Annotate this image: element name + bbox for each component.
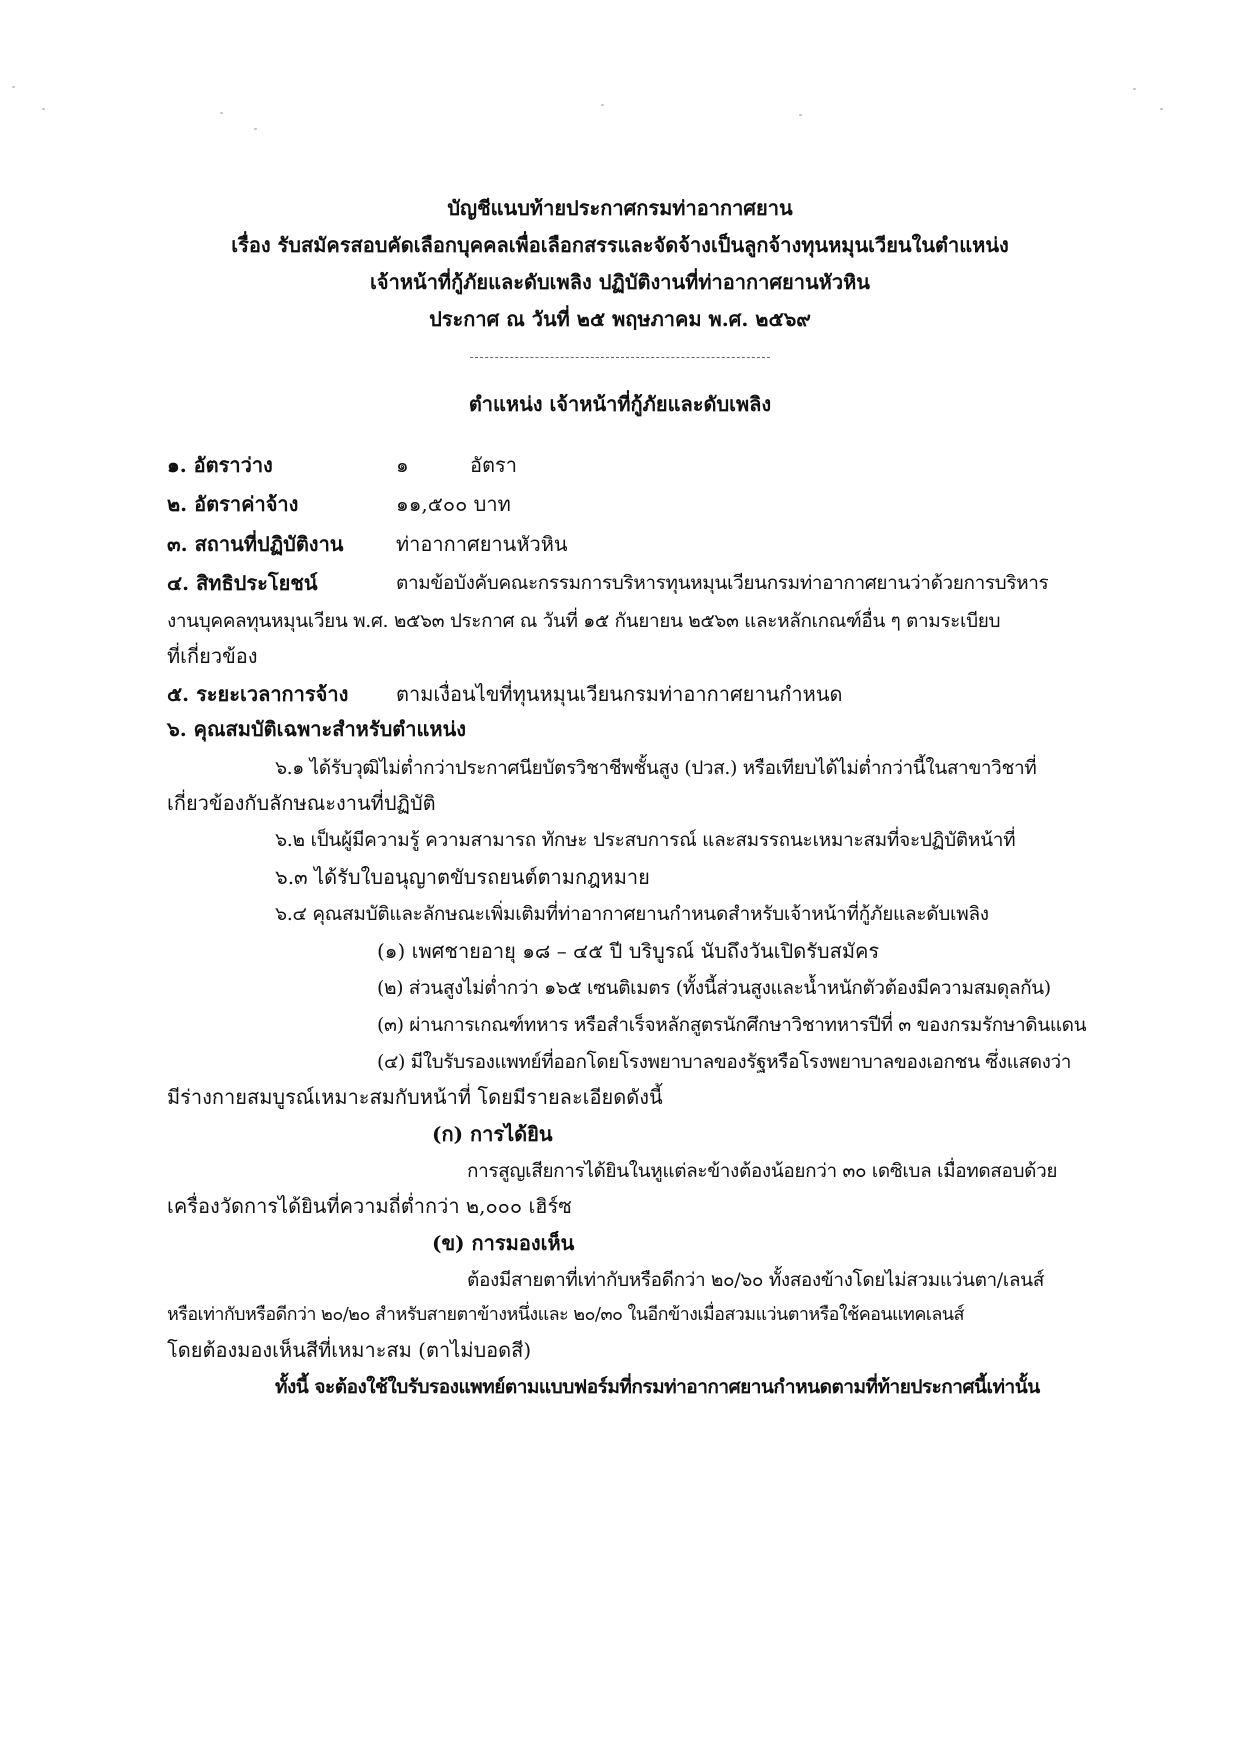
item-2-value: ๑๑,๕๐๐ บาท (396, 492, 511, 516)
closing-statement: ทั้งนี้ จะต้องใช้ใบรับรองแพทย์ตามแบบฟอร์มที่กรมท่าอากาศยานกำหนดตามที่ท้ายประกาศนี้เท่านั้น (275, 1376, 1040, 1398)
sub-4-line-1: (๔) มีใบรับรองแพทย์ที่ออกโดยโรงพยาบาลของรัฐหรือโรงพยาบาลของเอกชน ซึ่งแสดงว่า (377, 1051, 1072, 1073)
scan-speck (12, 86, 15, 88)
qual-6-4: ๖.๔ คุณสมบัติและลักษณะเพิ่มเติมที่ท่าอากาศยานกำหนดสำหรับเจ้าหน้าที่กู้ภัยและดับเพลิง (275, 903, 989, 925)
scan-speck (1133, 88, 1136, 90)
sub-1: (๑) เพศชายอายุ ๑๘ – ๔๕ ปี บริบูรณ์ นับถึงวันเปิดรับสมัคร (377, 939, 880, 963)
item-4-line-1: ตามข้อบังคับคณะกรรมการบริหารทุนหมุนเวียนกรมท่าอากาศยานว่าด้วยการบริหาร (396, 572, 1049, 594)
sub-3: (๓) ผ่านการเกณฑ์ทหาร หรือสำเร็จหลักสูตรนักศึกษาวิชาทหารปีที่ ๓ ของกรมรักษาดินแดน (377, 1014, 1087, 1036)
item-3-value: ท่าอากาศยานหัวหิน (396, 532, 568, 556)
item-6-label: ๖. คุณสมบัติเฉพาะสำหรับตำแหน่ง (167, 717, 467, 741)
qual-6-1-line-2: เกี่ยวข้องกับลักษณะงานที่ปฏิบัติ (167, 791, 436, 815)
qual-6-2: ๖.๒ เป็นผู้มีความรู้ ความสามารถ ทักษะ ประสบการณ์ และสมรรถนะเหมาะสมที่จะปฏิบัติหน้าที่ (275, 829, 1016, 851)
sub-2: (๒) ส่วนสูงไม่ต่ำกว่า ๑๖๕ เซนติเมตร (ทั้งนี้ส่วนสูงและน้ำหนักตัวต้องมีความสมดุลกัน) (377, 977, 1051, 999)
item-1-value: ๑ (396, 453, 409, 477)
vision-title: (ข) การมองเห็น (432, 1231, 575, 1255)
qual-6-1-line-1: ๖.๑ ได้รับวุฒิไม่ต่ำกว่าประกาศนียบัตรวิชาชีพชั้นสูง (ปวส.) หรือเทียบได้ไม่ต่ำกว่านี้ในสาขาวิชาที่ (275, 757, 1037, 779)
item-2-label: ๒. อัตราค่าจ้าง (167, 492, 299, 516)
vision-line-1: ต้องมีสายตาที่เท่ากับหรือดีกว่า ๒๐/๖๐ ทั้งสองข้างโดยไม่สวมแว่นตา/เลนส์ (467, 1269, 1044, 1291)
scan-speck (254, 128, 257, 130)
item-4-label: ๔. สิทธิประโยชน์ (167, 571, 318, 595)
item-1-label: ๑. อัตราว่าง (167, 453, 273, 477)
qual-6-3: ๖.๓ ได้รับใบอนุญาตขับรถยนต์ตามกฎหมาย (275, 865, 650, 889)
scan-speck (42, 108, 45, 110)
hearing-title: (ก) การได้ยิน (432, 1122, 553, 1146)
header-line-1: บัญชีแนบท้ายประกาศกรมท่าอากาศยาน (447, 196, 793, 220)
item-1-unit: อัตรา (470, 453, 517, 477)
vision-line-3: โดยต้องมองเห็นสีที่เหมาะสม (ตาไม่บอดสี) (167, 1338, 532, 1362)
separator-line (470, 357, 770, 358)
sub-4-line-2: มีร่างกายสมบูรณ์เหมาะสมกับหน้าที่ โดยมีรายละเอียดดังนี้ (167, 1085, 663, 1109)
item-5-label: ๕. ระยะเวลาการจ้าง (167, 682, 349, 706)
vision-line-2: หรือเท่ากับหรือดีกว่า ๒๐/๒๐ สำหรับสายตาข้างหนึ่งและ ๒๐/๓๐ ในอีกข้างเมื่อสวมแว่นตาหรือใช้คอนแทคเลนส์ (167, 1304, 964, 1325)
header-line-3: เจ้าหน้าที่กู้ภัยและดับเพลิง ปฏิบัติงานที่ท่าอากาศยานหัวหิน (370, 270, 870, 294)
scan-speck (601, 104, 604, 106)
item-4-line-2: งานบุคคลทุนหมุนเวียน พ.ศ. ๒๕๖๓ ประกาศ ณ วันที่ ๑๕ กันยายน ๒๕๖๓ และหลักเกณฑ์อื่น ๆ ตามระเบียบ (167, 610, 1001, 632)
scan-speck (1160, 108, 1163, 110)
hearing-line-1: การสูญเสียการได้ยินในหูแต่ละข้างต้องน้อยกว่า ๓๐ เดซิเบล เมื่อทดสอบด้วย (467, 1160, 1058, 1182)
header-line-4: ประกาศ ณ วันที่ ๒๕ พฤษภาคม พ.ศ. ๒๕๖๙ (429, 307, 811, 331)
scan-speck (799, 114, 802, 116)
item-3-label: ๓. สถานที่ปฏิบัติงาน (167, 532, 344, 556)
hearing-line-2: เครื่องวัดการได้ยินที่ความถี่ต่ำกว่า ๒,๐๐๐ เฮิร์ซ (167, 1194, 572, 1218)
position-title: ตำแหน่ง เจ้าหน้าที่กู้ภัยและดับเพลิง (468, 392, 772, 416)
item-5-value: ตามเงื่อนไขที่ทุนหมุนเวียนกรมท่าอากาศยานกำหนด (396, 682, 843, 706)
header-line-2: เรื่อง รับสมัครสอบคัดเลือกบุคคลเพื่อเลือกสรรและจัดจ้างเป็นลูกจ้างทุนหมุนเวียนในตำแหน่ง (231, 233, 1009, 257)
scan-speck (220, 112, 223, 114)
item-4-line-3: ที่เกี่ยวข้อง (167, 644, 258, 668)
